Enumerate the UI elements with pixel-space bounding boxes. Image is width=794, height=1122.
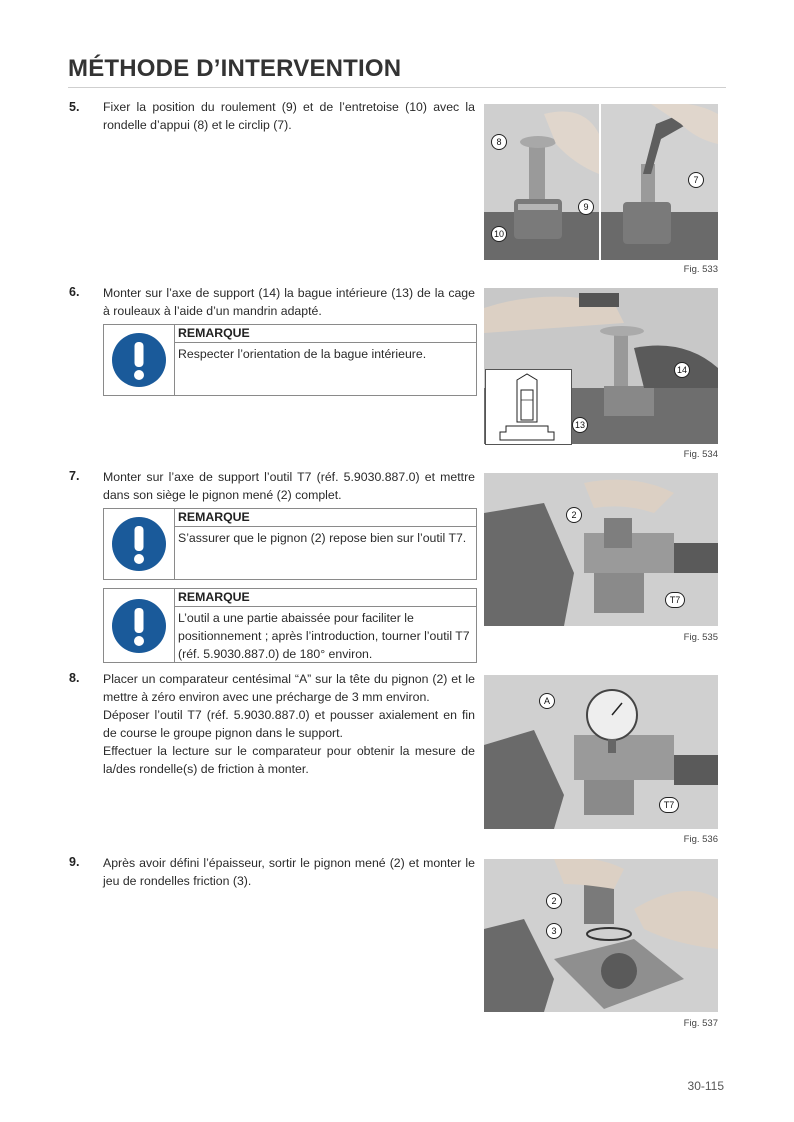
remark-icon-cell	[104, 589, 175, 662]
figure-caption: Fig. 534	[683, 449, 718, 460]
figure-photo	[484, 859, 718, 1012]
remark-icon-cell	[104, 509, 175, 579]
step-number: 9.	[69, 855, 80, 869]
step-paragraph: Placer un comparateur centésimal “A” sur la tête du pignon (2) et le mettre à zéro environ avec une précharge de 3 mm environ.	[103, 672, 475, 704]
figure-caption: Fig. 537	[683, 1018, 718, 1029]
figure-callout: T7	[665, 592, 685, 608]
ring-orientation-diagram	[486, 370, 571, 444]
remark-heading: REMARQUE	[175, 325, 476, 343]
step-paragraph: Effectuer la lecture sur le comparateur pour obtenir la mesure de la/des rondelle(s) de friction à monter.	[103, 744, 475, 776]
title-divider	[68, 87, 726, 88]
figure-callout: T7	[659, 797, 679, 813]
figure-photo	[484, 675, 718, 829]
remark-body: Respecter l’orientation de la bague intérieure.	[178, 347, 427, 361]
page-title: MÉTHODE D’INTERVENTION	[68, 55, 402, 82]
exclamation-icon	[111, 332, 167, 388]
dial-gauge-photo-illustration	[484, 675, 718, 829]
step-text	[103, 284, 475, 320]
remark-heading: REMARQUE	[175, 589, 476, 607]
remark-body: L’outil a une partie abaissée pour faciliter le positionnement ; après l’introduction, tourner l’outil T7 (réf. 5.9030.887.0) de 180° environ.	[178, 611, 470, 661]
step-paragraph: Monter sur l’axe de support (14) la bague intérieure (13) de la cage à rouleaux à l’aide d’un mandrin adapté.	[103, 286, 475, 318]
inset-diagram	[485, 369, 572, 445]
exclamation-icon	[111, 516, 167, 572]
figure-caption: Fig. 533	[683, 264, 718, 275]
figure-callout: 2	[546, 893, 562, 909]
remark-heading: REMARQUE	[175, 509, 476, 527]
exclamation-icon	[111, 598, 167, 654]
step-number: 7.	[69, 469, 80, 483]
step-number: 6.	[69, 285, 80, 299]
step-paragraph: Fixer la position du roulement (9) et de l’entretoise (10) avec la rondelle d’appui (8) et le circlip (7).	[103, 100, 475, 132]
step-paragraph: Déposer l’outil T7 (réf. 5.9030.887.0) et pousser axialement en fin de course le groupe pignon dans le support.	[103, 708, 475, 740]
step-text	[103, 468, 475, 504]
figure-callout: 9	[578, 199, 594, 215]
figure-callout: 10	[491, 226, 507, 242]
page-number: 30-115	[687, 1079, 724, 1093]
remark-box	[103, 324, 477, 396]
figure-callout: 3	[546, 923, 562, 939]
step-text	[103, 670, 475, 778]
step-number: 8.	[69, 671, 80, 685]
figure-callout: 14	[674, 362, 690, 378]
figure-callout: 7	[688, 172, 704, 188]
step-text	[103, 854, 475, 890]
remark-box	[103, 508, 477, 580]
figure-callout: 13	[572, 417, 588, 433]
step-paragraph: Après avoir défini l’épaisseur, sortir le pignon mené (2) et monter le jeu de rondelles friction (3).	[103, 856, 475, 888]
figure-callout: 2	[566, 507, 582, 523]
figure-caption: Fig. 536	[683, 834, 718, 845]
remark-body: S’assurer que le pignon (2) repose bien sur l’outil T7.	[178, 531, 467, 545]
figure-caption: Fig. 535	[683, 632, 718, 643]
friction-washers-photo-illustration	[484, 859, 718, 1012]
figure-callout: 8	[491, 134, 507, 150]
remark-box	[103, 588, 477, 663]
remark-icon-cell	[104, 325, 175, 395]
step-text	[103, 98, 475, 134]
figure-callout: A	[539, 693, 555, 709]
step-paragraph: Monter sur l’axe de support l’outil T7 (réf. 5.9030.887.0) et mettre dans son siège le pignon mené (2) complet.	[103, 470, 475, 502]
step-number: 5.	[69, 100, 80, 114]
